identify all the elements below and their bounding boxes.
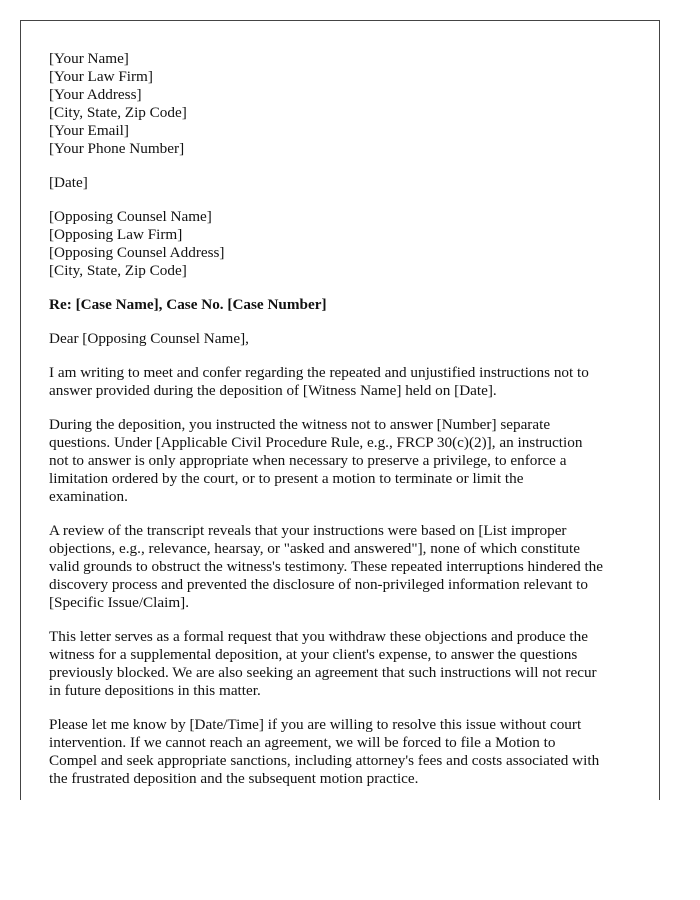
sender-email: [Your Email] — [49, 122, 129, 139]
sender-block — [49, 50, 641, 158]
sender-name: [Your Name] — [49, 50, 129, 67]
paragraph-2 — [49, 416, 641, 506]
paragraph-3 — [49, 522, 641, 612]
paragraph-line: During the deposition, you instructed the witness not to answer [Number] separate — [49, 416, 551, 433]
recipient-firm: [Opposing Law Firm] — [49, 226, 183, 243]
paragraph-line: discovery process and prevented the disclosure of non-privileged information relevant to — [49, 576, 588, 593]
paragraph-line: witness for a supplemental deposition, at your client's expense, to answer the questions — [49, 646, 578, 663]
paragraph-line: A review of the transcript reveals that your instructions were based on [List improper — [49, 522, 567, 539]
paragraph-line: previously blocked. We are also seeking an agreement that such instructions will not recur — [49, 664, 597, 681]
subject-line — [49, 296, 641, 314]
date-block — [49, 174, 641, 192]
paragraph-line: questions. Under [Applicable Civil Procedure Rule, e.g., FRCP 30(c)(2)], an instruction — [49, 434, 583, 451]
recipient-block — [49, 208, 641, 280]
paragraph-line: Compel and seek appropriate sanctions, including attorney's fees and costs associated with — [49, 752, 600, 769]
paragraph-5 — [49, 716, 641, 788]
letter-page — [20, 20, 660, 800]
paragraph-line: I am writing to meet and confer regarding the repeated and unjustified instructions not to — [49, 364, 589, 381]
paragraph-line: [Specific Issue/Claim]. — [49, 594, 190, 611]
sender-phone: [Your Phone Number] — [49, 140, 185, 157]
paragraph-line: objections, e.g., relevance, hearsay, or "asked and answered"], none of which constitute — [49, 540, 580, 557]
recipient-name: [Opposing Counsel Name] — [49, 208, 212, 225]
paragraph-line: valid grounds to obstruct the witness's testimony. These repeated interruptions hindered the — [49, 558, 604, 575]
sender-firm: [Your Law Firm] — [49, 68, 153, 85]
recipient-address: [Opposing Counsel Address] — [49, 244, 225, 261]
paragraph-4 — [49, 628, 641, 700]
paragraph-line: This letter serves as a formal request that you withdraw these objections and produce the — [49, 628, 588, 645]
sender-address: [Your Address] — [49, 86, 142, 103]
paragraph-line: the frustrated deposition and the subsequent motion practice. — [49, 770, 419, 787]
letter-date: [Date] — [49, 174, 88, 191]
paragraph-line: examination. — [49, 488, 128, 505]
sender-city: [City, State, Zip Code] — [49, 104, 187, 121]
letter-body — [49, 50, 641, 804]
paragraph-1 — [49, 364, 641, 400]
paragraph-line: intervention. If we cannot reach an agreement, we will be forced to file a Motion to — [49, 734, 556, 751]
paragraph-line: limitation ordered by the court, or to present a motion to terminate or limit the — [49, 470, 524, 487]
salutation — [49, 330, 641, 348]
paragraph-line: Please let me know by [Date/Time] if you are willing to resolve this issue without court — [49, 716, 582, 733]
paragraph-line: answer provided during the deposition of [Witness Name] held on [Date]. — [49, 382, 497, 399]
paragraph-line: in future depositions in this matter. — [49, 682, 261, 699]
recipient-city: [City, State, Zip Code] — [49, 262, 187, 279]
subject-text: Re: [Case Name], Case No. [Case Number] — [49, 296, 327, 313]
salutation-text: Dear [Opposing Counsel Name], — [49, 330, 249, 347]
paragraph-line: not to answer is only appropriate when necessary to preserve a privilege, to enforce a — [49, 452, 567, 469]
